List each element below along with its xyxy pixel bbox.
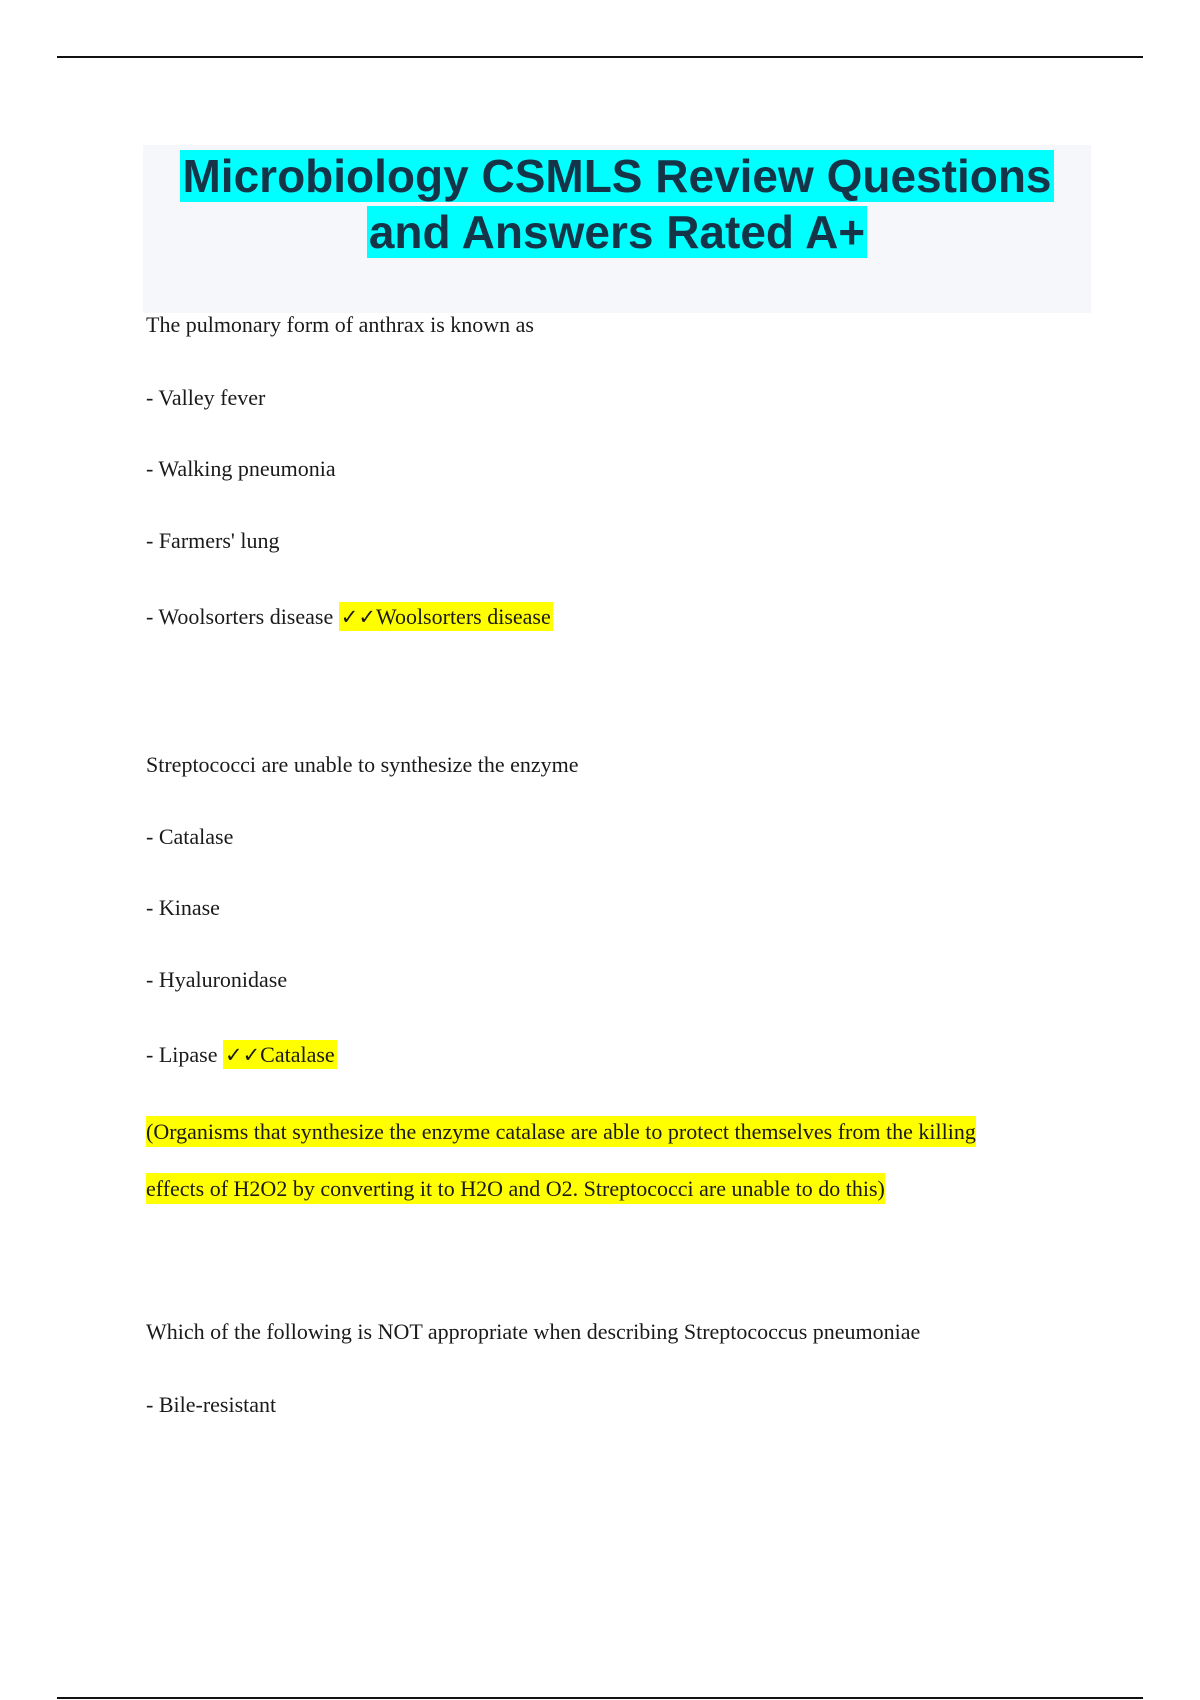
title-banner	[143, 145, 1091, 313]
question-1-option-4: - Woolsorters disease	[146, 604, 334, 629]
question-2-option-1: - Catalase	[146, 824, 234, 849]
footer-rule	[57, 1697, 1143, 1699]
question-2-option-4-row	[146, 1041, 337, 1069]
check-mark-icon: ✓✓	[340, 605, 376, 629]
question-1-answer	[339, 602, 553, 631]
question-3-option-1: - Bile-resistant	[146, 1392, 277, 1417]
question-2-answer	[223, 1040, 337, 1069]
title-line-1: Microbiology CSMLS Review Questions	[182, 150, 1052, 202]
question-1-option-4-row	[146, 603, 553, 631]
question-2-explanation-line-1	[146, 1118, 976, 1146]
check-mark-icon: ✓✓	[224, 1043, 261, 1067]
answer-text: Woolsorters disease	[375, 604, 551, 629]
explanation-text: effects of H2O2 by converting it to H2O and O2. Streptococci are unable to do this)	[146, 1173, 885, 1204]
question-1-option-3: - Farmers' lung	[146, 528, 280, 553]
question-1-prompt: The pulmonary form of anthrax is known as	[146, 312, 534, 337]
title-line-2: and Answers Rated A+	[368, 206, 866, 258]
question-1-option-2: - Walking pneumonia	[146, 456, 336, 481]
question-1-option-1: - Valley fever	[146, 385, 266, 410]
question-2-prompt: Streptococci are unable to synthesize the enzyme	[146, 752, 579, 777]
answer-text: Catalase	[260, 1042, 335, 1067]
question-3-prompt: Which of the following is NOT appropriate when describing Streptococcus pneumoniae	[146, 1319, 921, 1344]
document-title	[143, 145, 1091, 260]
header-rule	[57, 56, 1143, 58]
question-2-explanation-line-2	[146, 1175, 885, 1203]
question-2-option-2: - Kinase	[146, 895, 220, 920]
explanation-text: (Organisms that synthesize the enzyme catalase are able to protect themselves from the killing	[146, 1116, 976, 1147]
question-2-option-3: - Hyaluronidase	[146, 967, 288, 992]
question-2-option-4: - Lipase	[146, 1042, 218, 1067]
